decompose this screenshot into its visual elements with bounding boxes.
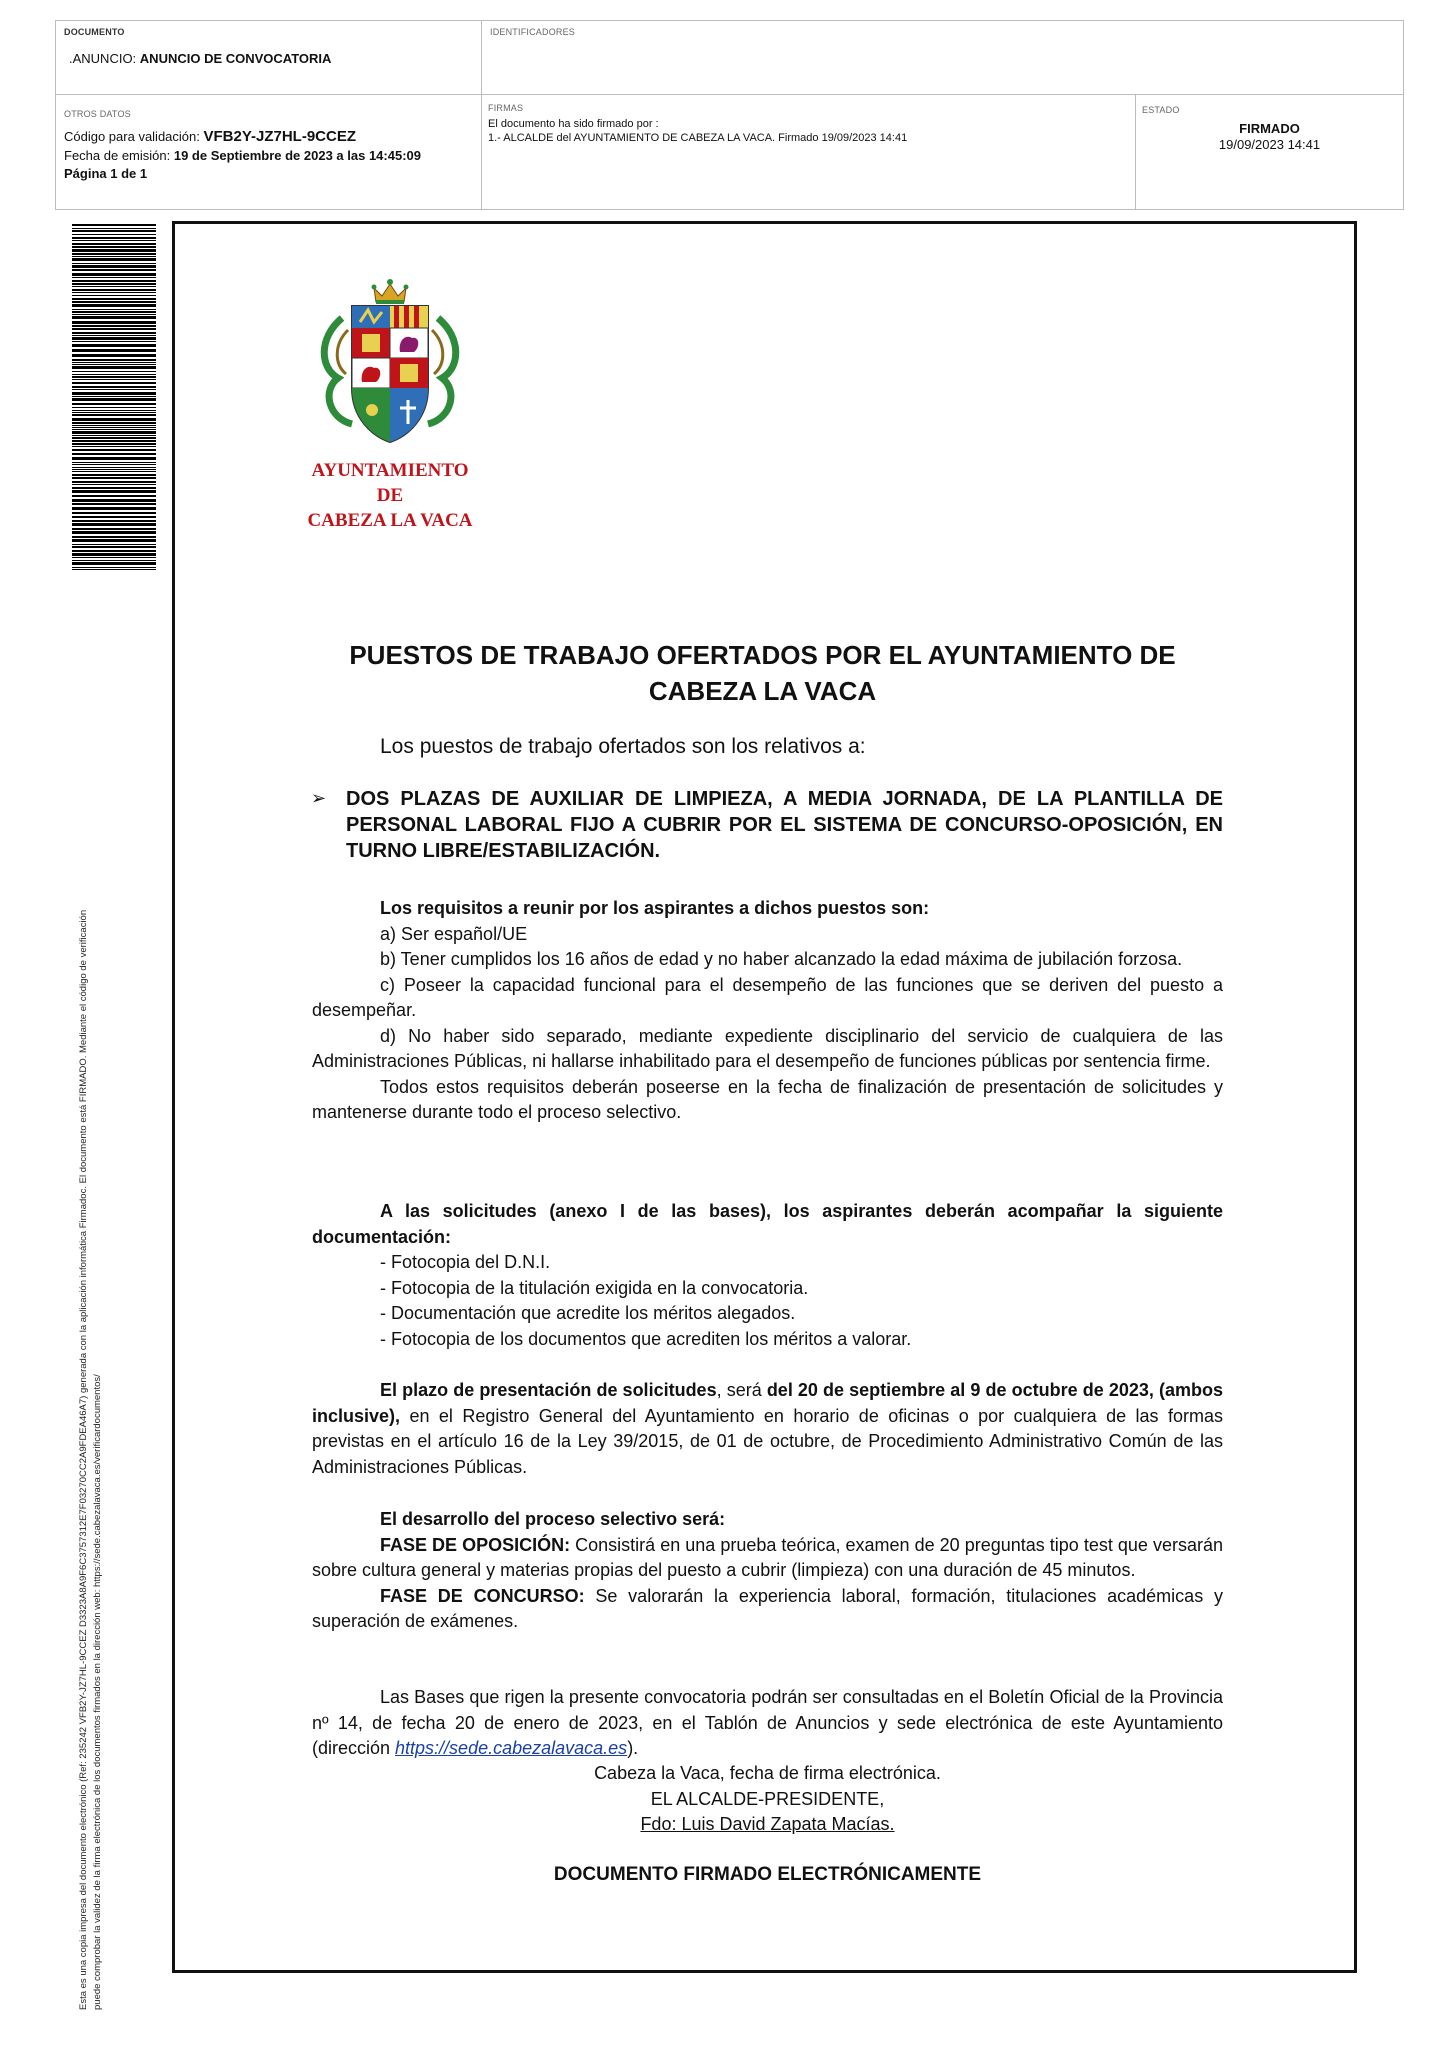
estado-cell [1136,95,1403,209]
fase-oposicion: FASE DE OPOSICIÓN: Consistirá en una prueba teórica, examen de 20 preguntas tipo test que versarán sobre cultura general y materias propias del puesto a cubrir (limpieza) con una duración de 45 minutos. [312,1534,1224,1580]
identificadores-cell [482,21,1403,95]
requisitos-todos: Todos estos requisitos deberán poseerse en la fecha de finalización de presentación de solicitudes y mantenerse durante todo el proceso selectivo. [312,1076,1223,1122]
signature-block [312,1761,1223,1838]
bases-paragraph: Las Bases que rigen la presente convocatoria podrán ser consultadas en el Boletín Oficial de la Provincia nº 14, de fecha 20 de enero de 2023, en el Tablón de Anuncios y sede electrónica de este Ayuntamiento (dirección https://sede.cabezalavaca.es). [312,1687,1223,1758]
firmas-label: FIRMAS [488,103,524,113]
side-text-line1: Esta es una copia impresa del documento electrónico (Ref: 235242 VFB2Y-JZ7HL-9CCEZ D3323A8A9F6C3757312E7F03270CC2A9FDEA46A7) generada con la aplicación informática Firmadoc. El documento está FIRMADO. Mediante el código de verificación [78,909,89,2010]
requisito-c: c) Poseer la capacidad funcional para el desempeño de las funciones que se deriven del puesto a desempeñar. [312,974,1223,1020]
requisitos-heading: Los requisitos a reunir por los aspirantes a dichos puestos son: [380,898,930,918]
coat-of-arms-logo [312,278,468,448]
requisito-a: a) Ser español/UE [380,923,528,944]
firmas-line2: 1.- ALCALDE del AYUNTAMIENTO DE CABEZA LA VACA. Firmado 19/09/2023 14:41 [488,132,908,144]
sign-role: EL ALCALDE-PRESIDENTE, [650,1788,885,1809]
pagina: Página 1 de 1 [64,166,148,181]
sign-place: Cabeza la Vaca, fecha de firma electrónica. [594,1763,941,1783]
estado-date: 19/09/2023 14:41 [1218,137,1321,152]
bullet-marker: ➢ [311,788,327,808]
otros-datos-label: OTROS DATOS [64,109,131,119]
identificadores-label: IDENTIFICADORES [490,27,576,37]
bases-section [312,1685,1223,1762]
title-line1: PUESTOS DE TRABAJO OFERTADOS POR EL AYUNTAMIENTO DE [349,640,1176,670]
fase-concurso: FASE DE CONCURSO: Se valorarán la experiencia laboral, formación, titulaciones académicas y superación de exámenes. [312,1585,1223,1631]
plazo-paragraph: El plazo de presentación de solicitudes, será del 20 de septiembre al 9 de octubre de 2023, (ambos inclusive), en el Registro General del Ayuntamiento en horario de oficinas o por cualquiera de las formas previstas en el artículo 16 de la Ley 39/2015, de 01 de octubre, de Procedimiento Administrativo Común de las Administraciones Públicas. [312,1380,1223,1477]
ayuntamiento-line1: AYUNTAMIENTO [311,460,469,481]
documentacion-item: - Fotocopia del D.N.I. [380,1252,551,1272]
ayuntamiento-line3: CABEZA LA VACA [307,510,473,531]
documentacion-item: - Fotocopia de los documentos que acrediten los méritos a valorar. [380,1328,912,1349]
ayuntamiento-name [290,458,490,533]
documentacion-item: - Fotocopia de la titulación exigida en la convocatoria. [380,1277,809,1298]
sede-link[interactable]: https://sede.cabezalavaca.es [395,1738,628,1758]
side-verification-text [77,910,105,2010]
fecha-emision: Fecha de emisión: 19 de Septiembre de 2023 a las 14:45:09 [64,148,421,163]
documento-value: .ANUNCIO: ANUNCIO DE CONVOCATORIA [69,51,332,66]
proceso-section [312,1507,1223,1635]
page-title [310,637,1215,709]
estado-value: FIRMADO [1239,121,1300,136]
title-line2: CABEZA LA VACA [648,676,877,706]
documentacion-item: - Documentación que acredite los méritos alegados. [380,1303,796,1323]
requisito-b: b) Tener cumplidos los 16 años de edad y no haber alcanzado la edad máxima de jubilación forzosa. [380,949,1183,969]
documento-cell [56,21,482,95]
requisito-d: d) No haber sido separado, mediante expediente disciplinario del servicio de cualquiera de las Administraciones Públicas, ni hallarse inhabilitado para el desempeño de funciones públicas por sentencia firme. [312,1025,1223,1071]
requisitos-section [312,896,1223,1126]
sign-name: Fdo: Luis David Zapata Macías. [640,1814,895,1834]
documentacion-section [312,1199,1223,1352]
firmas-line1: El documento ha sido firmado por : [488,118,659,130]
plazas-bullet: DOS PLAZAS DE AUXILIAR DE LIMPIEZA, A MEDIA JORNADA, DE LA PLANTILLA DE PERSONAL LABORAL FIJO A CUBRIR POR EL SISTEMA DE CONCURSO-OPOSICIÓN, EN TURNO LIBRE/ESTABILIZACIÓN. [346,788,1223,862]
otros-datos-cell [56,95,482,209]
side-text-line2: puede comprobar la validez de la firma electrónica de los documentos firmados en la dirección web: https://sede.cabezalavaca.es/verificardocumentos/ [92,1374,103,2010]
proceso-heading: El desarrollo del proceso selectivo será: [380,1509,726,1529]
barcode [72,224,156,570]
estado-label: ESTADO [1142,105,1180,115]
intro-text: Los puestos de trabajo ofertados son los relativos a: [380,735,866,758]
footer-firmado: DOCUMENTO FIRMADO ELECTRÓNICAMENTE [553,1864,982,1885]
plazo-section [312,1378,1223,1480]
document-header [55,20,1404,210]
codigo-validacion: Código para validación: VFB2Y-JZ7HL-9CCEZ [64,128,357,145]
ayuntamiento-line2: DE [376,485,404,506]
documento-label: DOCUMENTO [64,27,125,37]
documentacion-heading: A las solicitudes (anexo I de las bases), los aspirantes deberán acompañar la siguiente documentación: [312,1201,1223,1247]
firmas-cell [482,95,1136,209]
